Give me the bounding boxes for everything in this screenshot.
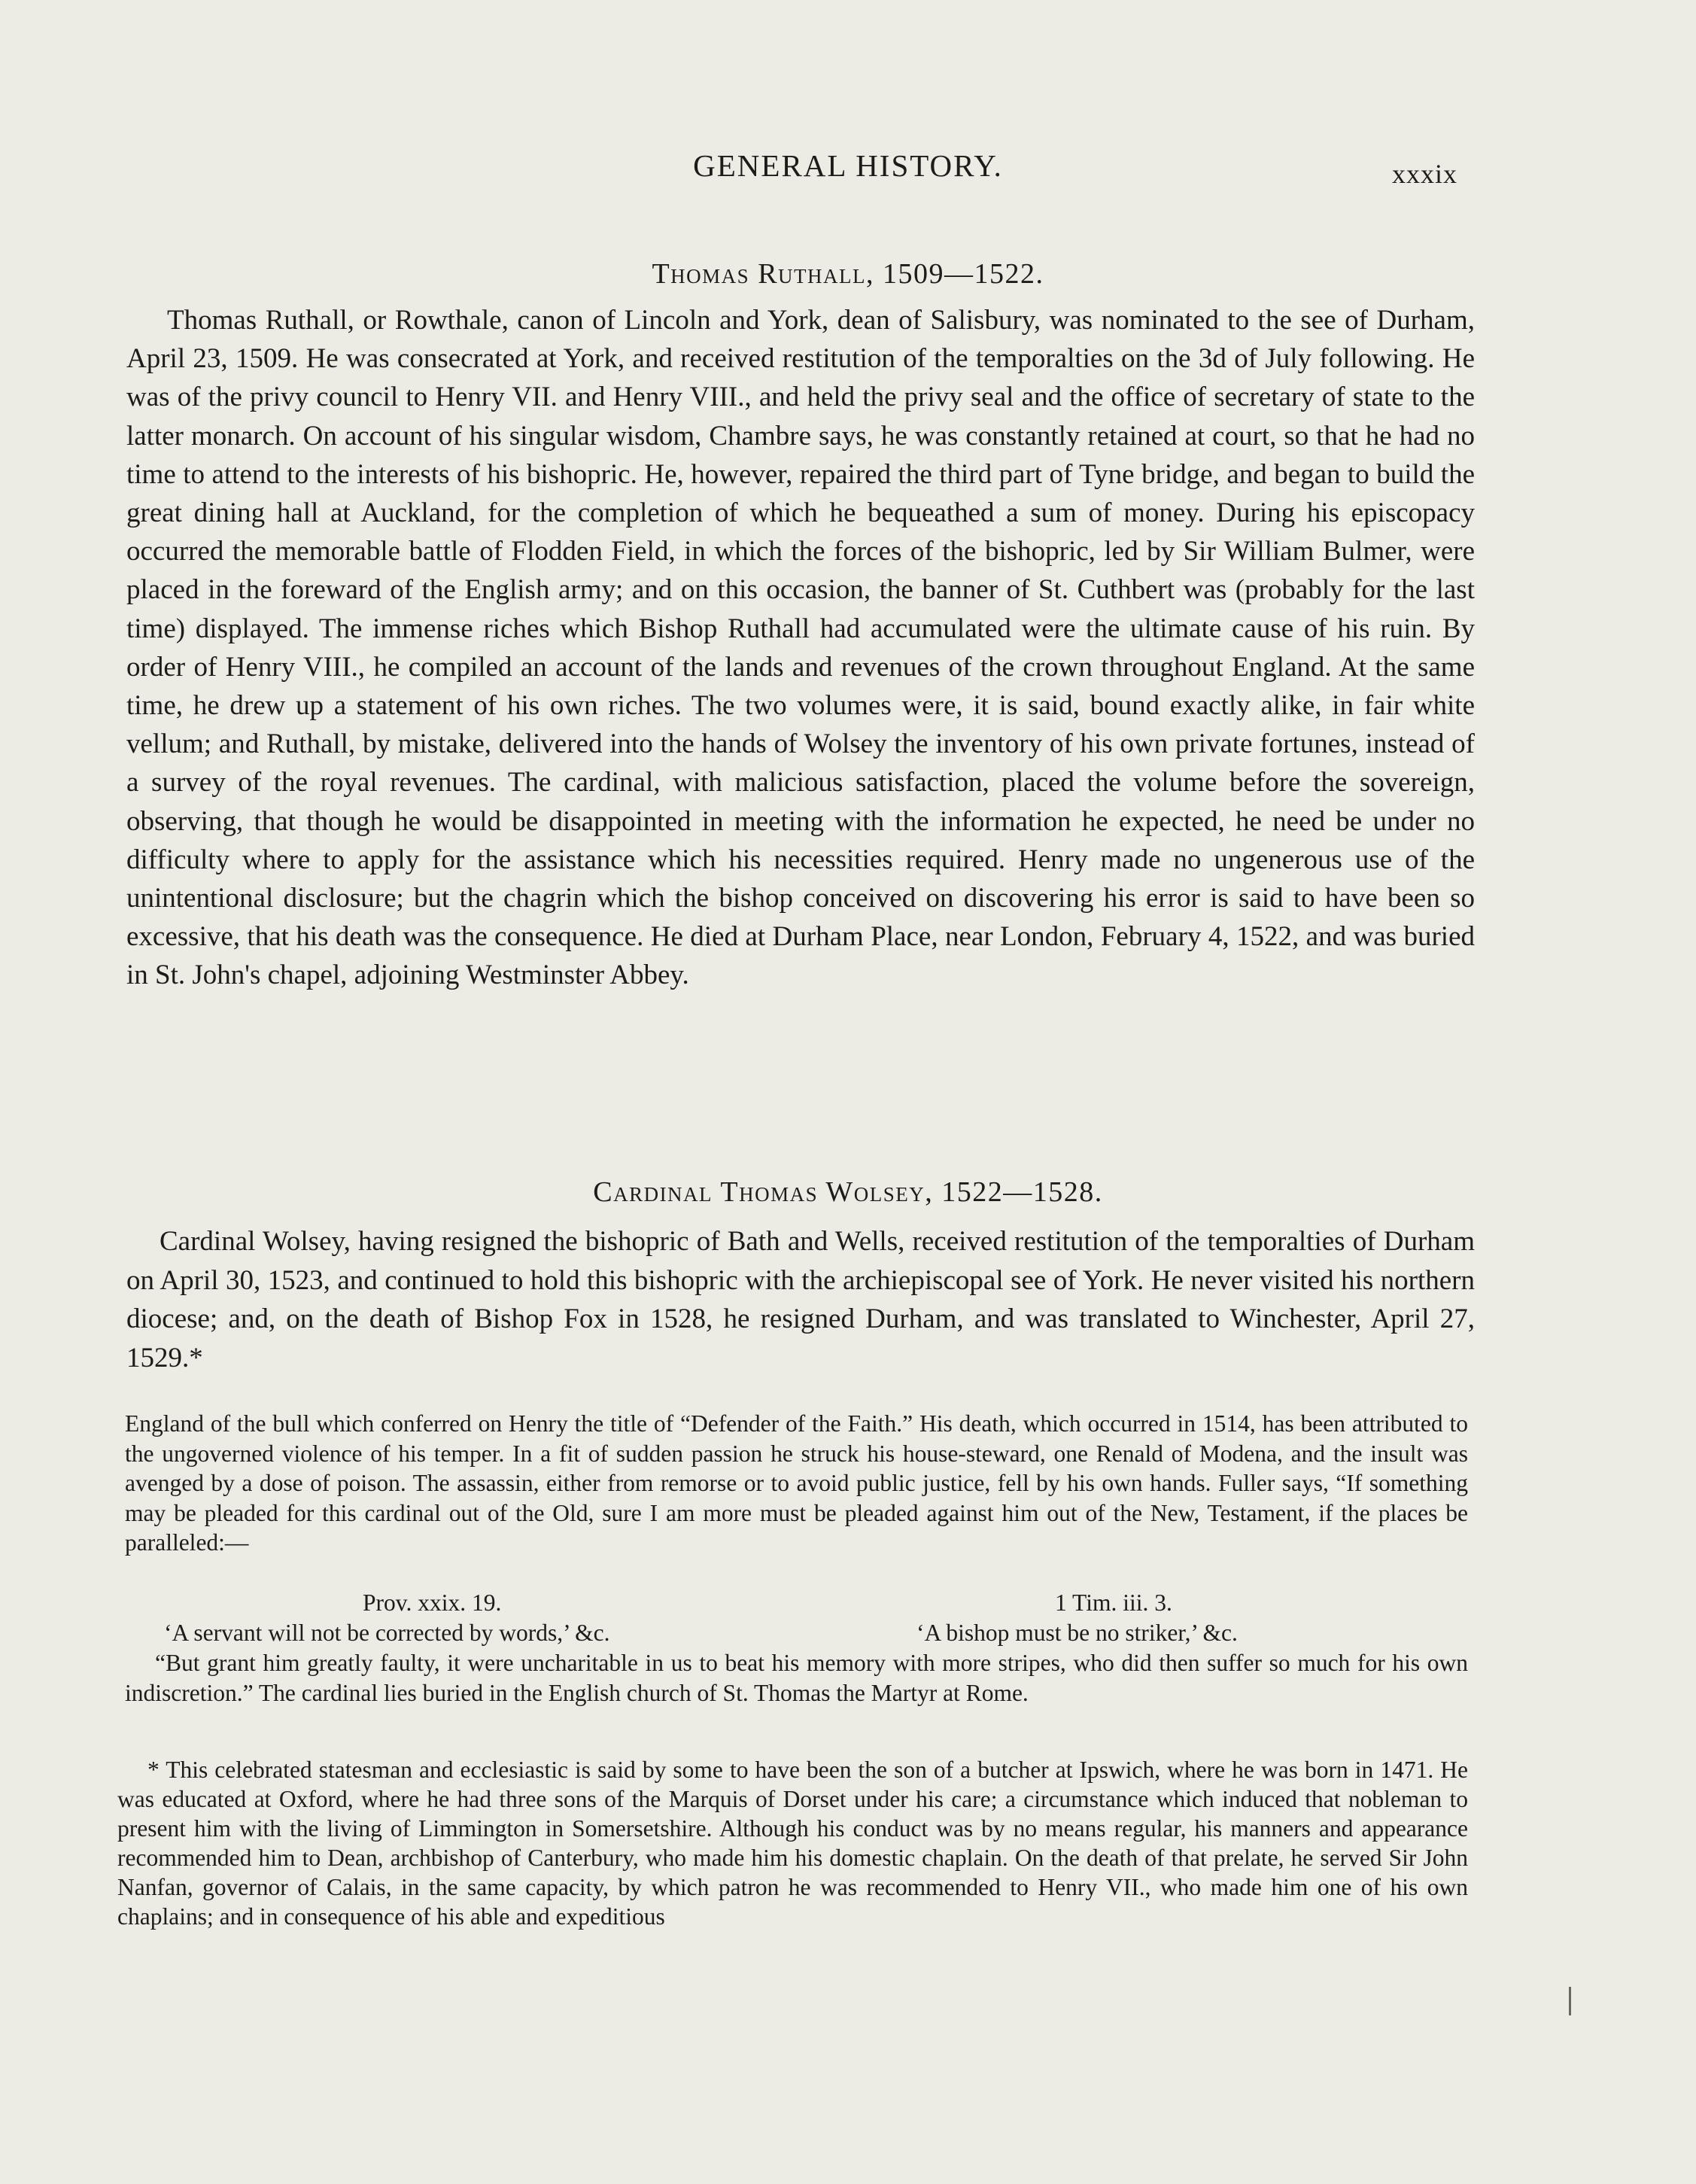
paragraph-ruthall: Thomas Ruthall, or Rowthale, canon of Lincoln and York, dean of Salisbury, was nominated to the see of Durham, April 23, 1509. He was consecrated at York, and received restitution of the temporalties on the 3d of July following. He was of the privy council to Henry VII. and Henry VIII., and held the privy seal and the office of secretary of state to the latter monarch. On account of his singular wisdom, Chambre says, he was constantly retained at court, so that he had no time to attend to the interests of his bishopric. He, however, repaired the third part of Tyne bridge, and began to build the great dining hall at Auckland, for the completion of which he bequeathed a sum of money. During his episcopacy occurred the memorable battle of Flodden Field, in which the forces of the bishopric, led by Sir William Bulmer, were placed in the foreward of the English army; and on this occasion, the banner of St. Cuthbert was (probably for the last time) displayed. The immense riches which Bishop Ruthall had accumulated were the ultimate cause of his ruin. By order of Henry VIII., he compiled an account of the lands and revenues of the crown throughout England. At the same time, he drew up a statement of his own riches. The two volumes were, it is said, bound exactly alike, in fair white vellum; and Ruthall, by mistake, delivered into the hands of Wolsey the inventory of his own private fortunes, instead of a survey of the royal revenues. The cardinal, with malicious satisfaction, placed the volume before the sovereign, observing, that though he would be disappointed in meeting with the information he expected, he need be under no difficulty where to apply for the assistance which his necessities required. Henry made no ungenerous use of the unintentional disclosure; but the chagrin which the bishop conceived on discovering his error is said to have been so excessive, that his death was the consequence. He died at Durham Place, near London, February 4, 1522, and was buried in St. John's chapel, adjoining Westminster Abbey. bbox=[126, 305, 1475, 991]
section-body-wolsey bbox=[126, 1222, 1475, 1377]
note-closing: “But grant him greatly faulty, it were uncharitable in us to beat his memory with more stripes, who did then suffer so much for his own indiscretion.” The cardinal lies buried in the English church of St. Thomas the Martyr at Rome. bbox=[125, 1650, 1468, 1706]
footnote-wolsey: * This celebrated statesman and ecclesiastic is said by some to have been the son of a butcher at Ipswich, where he was born in 1471. He was educated at Oxford, where he had three sons of the Marquis of Dorset under his care; a circumstance which induced that nobleman to present him with the living of Limmington in Somersetshire. Although his conduct was by no means regular, his manners and appearance recommended him to Dean, archbishop of Canterbury, who made him his domestic chaplain. On the death of that prelate, he served Sir John Nanfan, governor of Calais, in the same capacity, by which patron he was recommended to Henry VII., who made him one of his own chaplains; and in consequence of his able and expeditious bbox=[117, 1757, 1468, 1930]
verse-references bbox=[125, 1589, 1468, 1620]
margin-rule bbox=[1569, 1987, 1571, 2015]
running-title: GENERAL HISTORY. bbox=[693, 148, 1003, 183]
section-heading-wolsey: Cardinal Thomas Wolsey, 1522—1528. bbox=[593, 1176, 1103, 1208]
verse-quote-left: ‘A servant will not be corrected by words,’ &c. bbox=[164, 1620, 610, 1646]
verse-quotes bbox=[125, 1620, 1468, 1650]
verse-reference-right: 1 Tim. iii. 3. bbox=[1055, 1589, 1172, 1616]
verse-quote-right: ‘A bishop must be no striker,’ &c. bbox=[916, 1620, 1238, 1646]
section-heading-ruthall: Thomas Ruthall, 1509—1522. bbox=[652, 258, 1044, 290]
paragraph-wolsey: Cardinal Wolsey, having resigned the bishopric of Bath and Wells, received restitution of the temporalties of Durham on April 30, 1523, and continued to hold this bishopric with the archiepiscopal see of York. He never visited his northern diocese; and, on the death of Bishop Fox in 1528, he resigned Durham, and was translated to Winchester, April 27, 1529.* bbox=[126, 1226, 1475, 1373]
note-continuation: England of the bull which conferred on Henry the title of “Defender of the Faith.” His death, which occurred in 1514, has been attributed to the ungoverned violence of his temper. In a fit of sudden passion he struck his house-steward, one Renald of Modena, and the insult was avenged by a dose of poison. The assassin, either from remorse or to avoid public justice, fell by his own hands. Fuller says, “If something may be pleaded for this cardinal out of the Old, sure I am more must be pleaded against him out of the New, Testament, if the places be paralleled:— bbox=[125, 1410, 1468, 1556]
verse-reference-left: Prov. xxix. 19. bbox=[363, 1589, 502, 1616]
running-head bbox=[0, 148, 1696, 193]
section-body-ruthall bbox=[126, 301, 1475, 995]
page-number: xxxix bbox=[1392, 159, 1458, 189]
